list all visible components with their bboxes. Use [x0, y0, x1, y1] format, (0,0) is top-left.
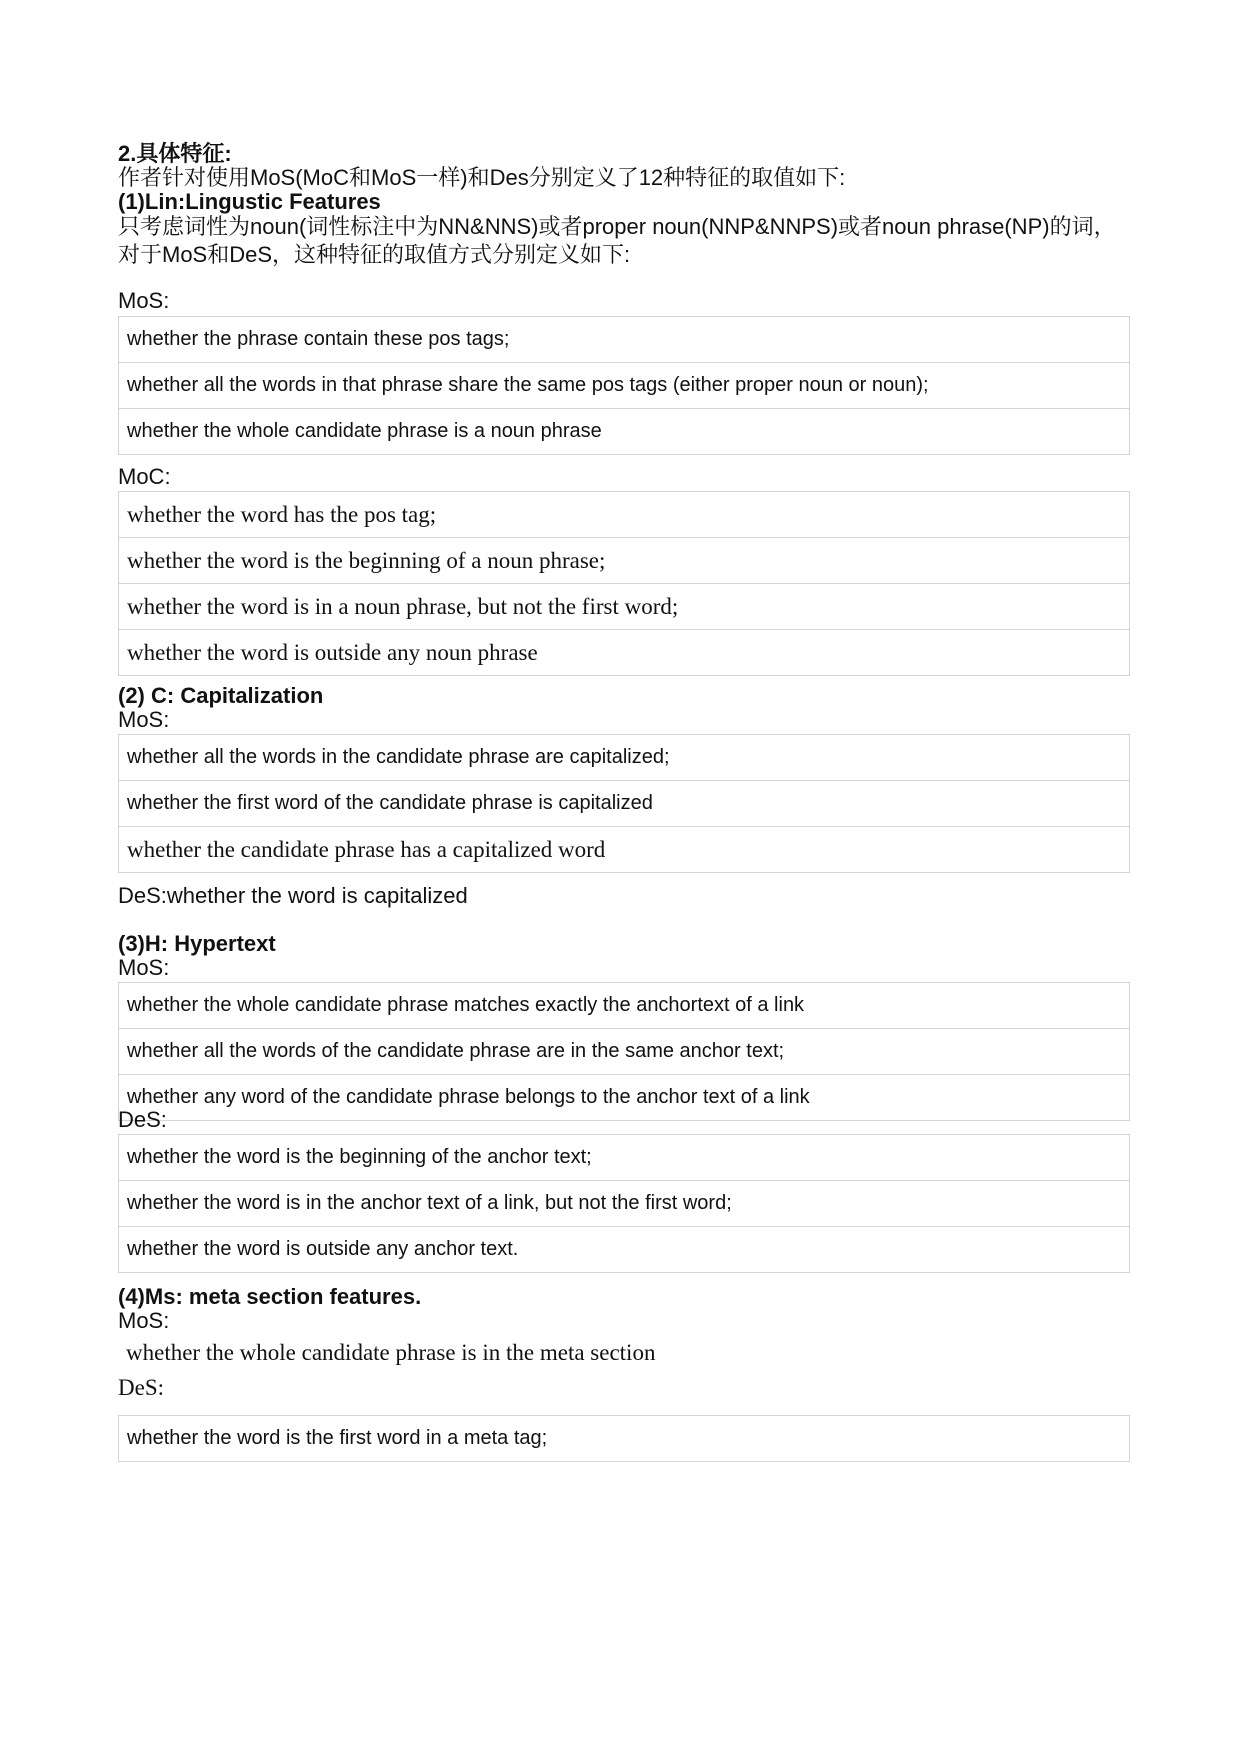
table-row: whether the whole candidate phrase is a noun phrase	[119, 408, 1129, 454]
table-row: whether the word has the pos tag;	[127, 502, 437, 527]
table-row: whether any word of the candidate phrase belongs to the anchor text of a link	[119, 1074, 1129, 1120]
lin-mos-label: MoS:	[118, 288, 170, 313]
hyper-mos-table	[118, 982, 1130, 1121]
table-row: whether the word is in the anchor text of a link, but not the first word;	[119, 1180, 1129, 1226]
hyper-title: (3)H: Hypertext	[118, 931, 276, 956]
meta-des-table	[118, 1415, 1130, 1462]
table-row: whether the word is the beginning of the anchor text;	[127, 1146, 592, 1168]
table-row: whether the word is outside any anchor text.	[119, 1226, 1129, 1272]
cap-title: (2) C: Capitalization	[118, 683, 324, 708]
hyper-des-table	[118, 1134, 1130, 1273]
table-row: whether the whole candidate phrase matches exactly the anchortext of a link	[127, 994, 805, 1016]
table-row: whether the phrase contain these pos tags;	[127, 328, 510, 350]
hyper-mos-label: MoS:	[118, 955, 170, 980]
lin-moc-label: MoC:	[118, 464, 171, 489]
table-row: whether all the words of the candidate phrase are in the same anchor text;	[119, 1028, 1129, 1074]
hyper-des-label: DeS:	[118, 1107, 167, 1132]
table-row: whether the word is the beginning of a noun phrase;	[119, 537, 1129, 583]
table-row: whether the first word of the candidate phrase is capitalized	[119, 780, 1129, 826]
table-row: whether the word is in a noun phrase, but not the first word;	[119, 583, 1129, 629]
lin-title: (1)Lin:Lingustic Features	[118, 189, 381, 214]
intro-text: 作者针对使用MoS(MoC和MoS一样)和Des分别定义了12种特征的取值如下:	[118, 165, 846, 190]
meta-title: (4)Ms: meta section features.	[118, 1284, 422, 1309]
lin-mos-table	[118, 316, 1130, 455]
meta-mos-label: MoS:	[118, 1308, 170, 1333]
table-row: whether the word is outside any noun phrase	[119, 629, 1129, 675]
cap-mos-table	[118, 734, 1130, 873]
meta-mos-line: whether the whole candidate phrase is in the meta section	[126, 1340, 656, 1365]
table-row: whether the word is the first word in a meta tag;	[127, 1427, 548, 1449]
lin-moc-table	[118, 491, 1130, 676]
cap-mos-label: MoS:	[118, 707, 170, 732]
table-row: whether all the words in that phrase share the same pos tags (either proper noun or noun);	[119, 362, 1129, 408]
table-row: whether all the words in the candidate phrase are capitalized;	[127, 746, 670, 768]
meta-des-label: DeS:	[118, 1375, 164, 1400]
table-row: whether the candidate phrase has a capitalized word	[119, 826, 1129, 872]
lin-description: 只考虑词性为noun(词性标注中为NN&NNS)或者proper noun(NNP&NNPS)或者noun phrase(NP)的词，对于MoS和DeS，这种特征的取值方式分别定义如下:	[118, 214, 1116, 267]
section-heading: 2.具体特征:	[118, 141, 232, 166]
cap-des-line: DeS:whether the word is capitalized	[118, 883, 468, 908]
